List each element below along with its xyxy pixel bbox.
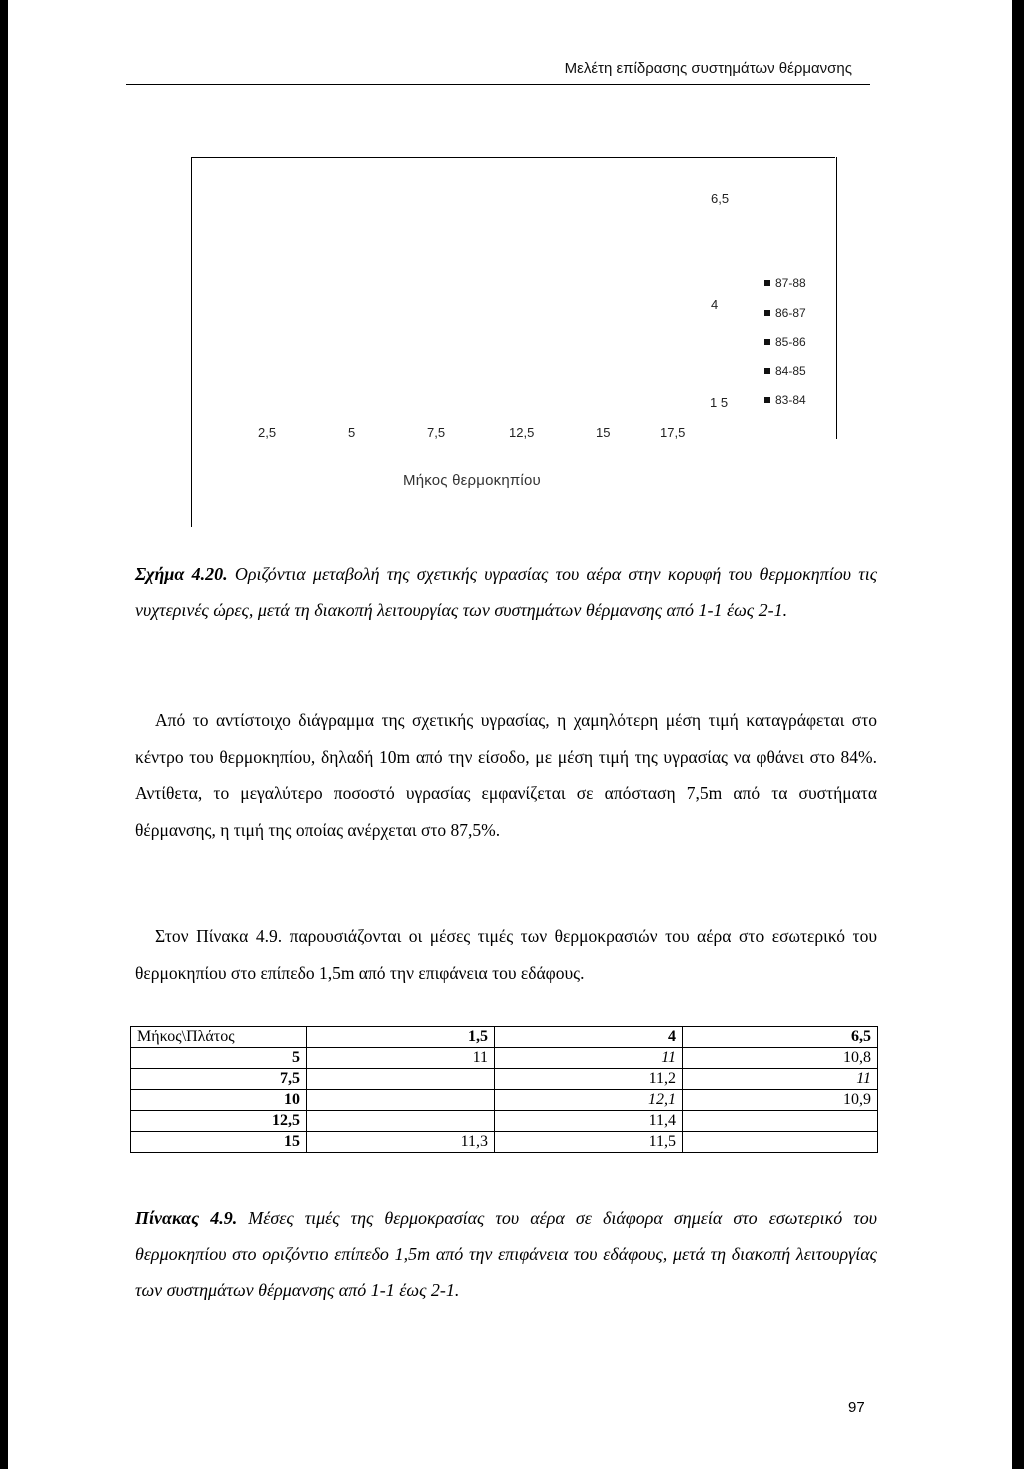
table-cell: 15 (131, 1132, 307, 1153)
table-caption-label: Πίνακας 4.9. (135, 1208, 238, 1228)
table-cell: 10,8 (683, 1048, 878, 1069)
y-label-4: 4 (711, 297, 719, 312)
body-paragraph: Από το αντίστοιχο διάγραμμα της σχετικής υγρασίας, η χαμηλότερη μέση τιμή καταγράφεται στο κέντρο του θερμοκηπίου, δηλαδή 10m από την είσοδο, με μέση τιμή της υγρασίας να φθάνει στο 84%. Αντίθετα, το μεγαλύτερο ποσοστό υγρασίας εμφανίζεται σε απόσταση 7,5m από τα συστήματα θέρμανσης, η τιμή της οποίας ανέρχεται στο 87,5%. (135, 710, 877, 840)
table-cell (307, 1069, 495, 1090)
table-cell (307, 1090, 495, 1111)
header-rule (126, 84, 870, 85)
figure-caption-text: Οριζόντια μεταβολή της σχετικής υγρασίας του αέρα στην κορυφή του θερμοκηπίου τις νυχτερινές ώρες, μετά τη διακοπή λειτουργίας των συστημάτων θέρμανσης από 1-1 έως 2-1. (135, 564, 878, 620)
table-cell: 11 (307, 1048, 495, 1069)
table-row (131, 1048, 878, 1069)
x-label-12-5: 12,5 (509, 425, 535, 440)
table-cell: 11,3 (307, 1132, 495, 1153)
table-cell: 7,5 (131, 1069, 307, 1090)
table-cell: 11 (683, 1069, 878, 1090)
table-cell: 10,9 (683, 1090, 878, 1111)
x-label-7-5: 7,5 (427, 425, 446, 440)
table-row (131, 1090, 878, 1111)
page-number: 97 (848, 1399, 865, 1416)
y-label-1-5: 1 5 (710, 395, 729, 410)
legend-swatch (764, 339, 770, 345)
legend-item: 87-88 (764, 276, 806, 290)
table-row (131, 1132, 878, 1153)
x-axis-title: Μήκος θερμοκηπίου (403, 472, 541, 489)
table-caption (135, 1200, 877, 1308)
table-row (131, 1069, 878, 1090)
table-cell: 11 (495, 1048, 683, 1069)
table-cell (683, 1132, 878, 1153)
legend-swatch (764, 310, 770, 316)
temperature-table (130, 1026, 878, 1153)
legend-swatch (764, 397, 770, 403)
table-header-cell: Μήκος\Πλάτος (131, 1027, 307, 1048)
y-label-6-5: 6,5 (711, 191, 730, 206)
x-label-17-5: 17,5 (660, 425, 686, 440)
table-cell: 10 (131, 1090, 307, 1111)
table-caption-text: Μέσες τιμές της θερμοκρασίας του αέρα σε διάφορα σημεία στο εσωτερικό του θερμοκηπίου στο οριζόντιο επίπεδο 1,5m από την επιφάνεια του εδάφους, μετά τη διακοπή λειτουργίας των συστημάτων θέρμανσης από 1-1 έως 2-1. (135, 1208, 877, 1300)
x-label-15: 15 (596, 425, 611, 440)
table-cell: 11,5 (495, 1132, 683, 1153)
x-label-2-5: 2,5 (258, 425, 277, 440)
table-header-cell: 4 (495, 1027, 683, 1048)
figure-caption-label: Σχήμα 4.20. (135, 564, 228, 584)
table-row (131, 1111, 878, 1132)
legend-item: 84-85 (764, 364, 806, 378)
table-header-cell: 6,5 (683, 1027, 878, 1048)
document-page (8, 0, 1012, 1469)
body-paragraph: Στον Πίνακα 4.9. παρουσιάζονται οι μέσες τιμές των θερμοκρασιών του αέρα στο εσωτερικό του θερμοκηπίου στο επίπεδο 1,5m από την επιφάνεια του εδάφους. (135, 926, 877, 983)
table-cell (307, 1111, 495, 1132)
table-cell: 12,1 (495, 1090, 683, 1111)
table-header-cell: 1,5 (307, 1027, 495, 1048)
x-label-5: 5 (348, 425, 356, 440)
figure-caption (135, 556, 877, 628)
legend-item: 85-86 (764, 335, 806, 349)
table-cell: 5 (131, 1048, 307, 1069)
table-header-row (131, 1027, 878, 1048)
table-cell: 11,2 (495, 1069, 683, 1090)
legend-item: 83-84 (764, 393, 806, 407)
legend-item: 86-87 (764, 306, 806, 320)
table-cell: 11,4 (495, 1111, 683, 1132)
table-cell (683, 1111, 878, 1132)
legend-swatch (764, 368, 770, 374)
running-header: Μελέτη επίδρασης συστημάτων θέρμανσης (564, 60, 852, 77)
legend-swatch (764, 280, 770, 286)
table-cell: 12,5 (131, 1111, 307, 1132)
